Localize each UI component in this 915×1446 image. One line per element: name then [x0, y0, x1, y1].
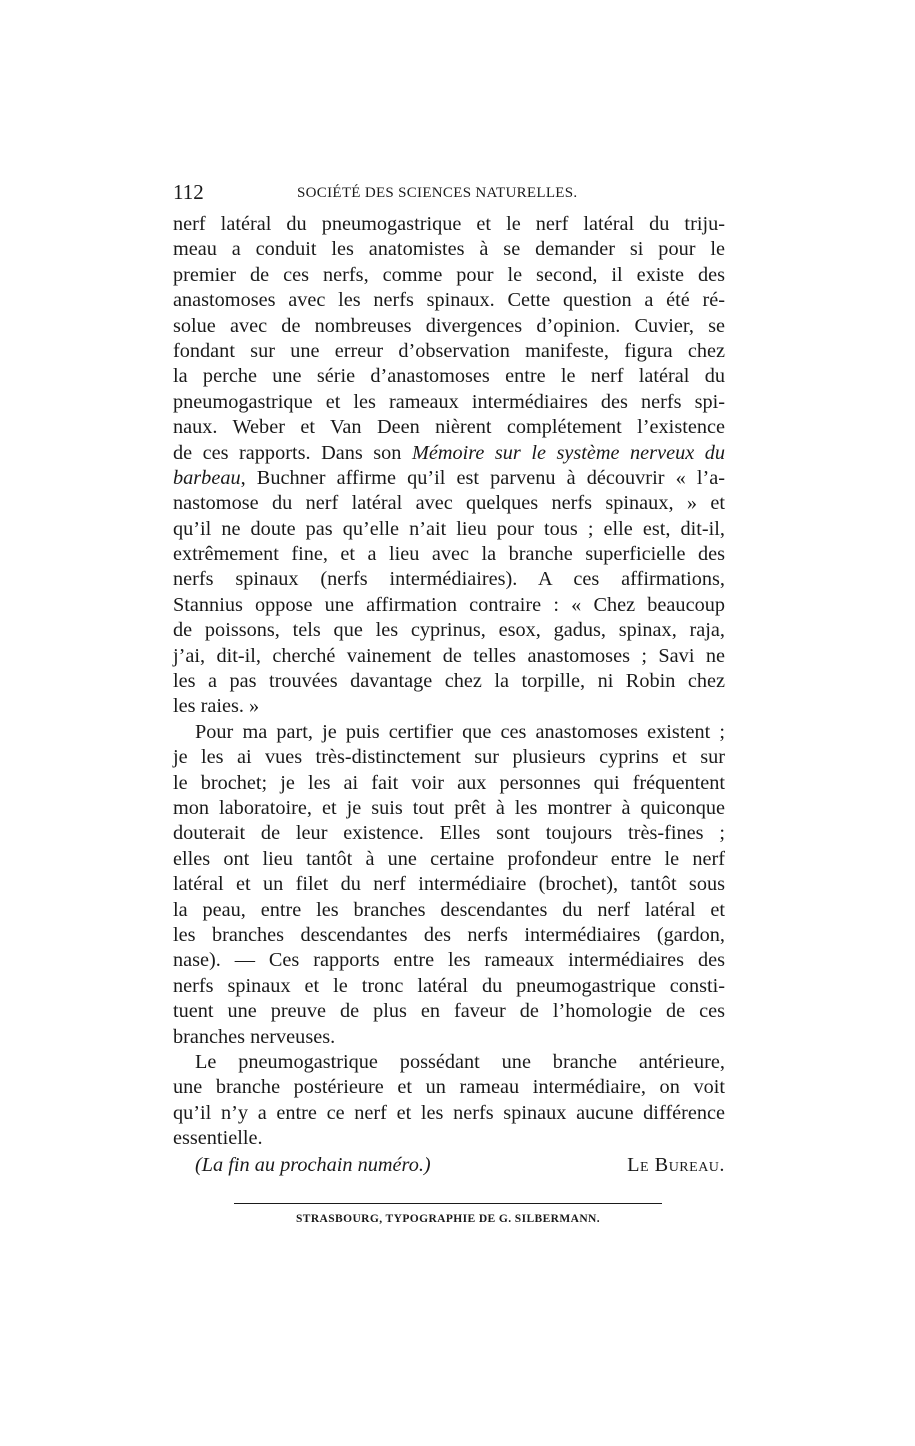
text-line: une branche postérieure et un rameau intermédiaire, on voit [173, 1076, 725, 1099]
text-line: j’ai, dit-il, cherché vainement de telles anastomoses ; Savi ne [173, 644, 725, 667]
signoff [195, 1152, 725, 1178]
text-line: qu’il ne doute pas qu’elle n’ait lieu pour tous ; elle est, dit-il, [173, 517, 725, 540]
text-line: les raies. » [173, 695, 260, 718]
text-line: les branches descendantes des nerfs intermédiaires (gardon, [173, 923, 725, 946]
text-line: la perche une série d’anastomoses entre le nerf latéral du [173, 365, 725, 388]
text-line: Le pneumogastrique possédant une branche antérieure, [195, 1050, 725, 1073]
text-line: nastomose du nerf latéral avec quelques nerfs spinaux, » et [173, 492, 725, 515]
text-line: la peau, entre les branches descendantes du nerf latéral et [173, 898, 725, 921]
footer-rule [234, 1203, 662, 1204]
text-line: de ces rapports. Dans son Mémoire sur le système nerveux du [173, 441, 725, 464]
page-number: 112 [173, 180, 204, 204]
text-line: meau a conduit les anatomistes à se demander si pour le [173, 238, 725, 261]
text-line: nerfs spinaux (nerfs intermédiaires). A ces affirmations, [173, 568, 725, 591]
text-line: nerf latéral du pneumogastrique et le nerf latéral du triju- [173, 213, 725, 235]
text-line: elles ont lieu tantôt à une certaine profondeur entre le nerf [173, 847, 725, 870]
text-line: les a pas trouvées davantage chez la torpille, ni Robin chez [173, 670, 725, 693]
text-line: latéral et un filet du nerf intermédiaire (brochet), tantôt sous [173, 873, 725, 896]
text-line: nase). — Ces rapports entre les rameaux intermédiaires des [173, 949, 725, 972]
text-line: branches nerveuses. [173, 1025, 336, 1048]
running-title: SOCIÉTÉ DES SCIENCES NATURELLES. [297, 185, 578, 201]
text-line: pneumogastrique et les rameaux intermédiaires des nerfs spi- [173, 390, 725, 413]
text-line: premier de ces nerfs, comme pour le second, il existe des [173, 263, 725, 286]
text-line: naux. Weber et Van Deen nièrent complétement l’existence [173, 416, 725, 439]
text-line: nerfs spinaux et le tronc latéral du pneumogastrique consti- [173, 974, 725, 997]
body-text [173, 212, 725, 1151]
text-line: de poissons, tels que les cyprinus, esox, gadus, spinax, raja, [173, 619, 725, 642]
signoff-author: Le Bureau. [627, 1154, 725, 1176]
text-line: qu’il n’y a entre ce nerf et les nerfs spinaux aucune différence [173, 1101, 725, 1124]
text-line: Pour ma part, je puis certifier que ces anastomoses existent ; [195, 720, 725, 743]
paragraph [173, 720, 725, 1050]
text-line: je les ai vues très-distinctement sur plusieurs cyprins et sur [173, 746, 725, 769]
printer-imprint: STRASBOURG, TYPOGRAPHIE DE G. SILBERMANN. [295, 1213, 601, 1225]
text-line: essentielle. [173, 1127, 263, 1150]
paragraph [173, 212, 725, 720]
continuation-note: (La fin au prochain numéro.) [195, 1154, 431, 1176]
running-head [173, 180, 725, 204]
text-line: fondant sur une erreur d’observation manifeste, figura chez [173, 339, 725, 362]
text-line: mon laboratoire, et je suis tout prêt à les montrer à quiconque [173, 796, 725, 819]
text-line: barbeau, Buchner affirme qu’il est parvenu à découvrir « l’a- [173, 466, 725, 489]
text-line: extrêmement fine, et a lieu avec la branche superficielle des [173, 543, 725, 566]
paragraph [173, 1050, 725, 1152]
text-line: douterait de leur existence. Elles sont toujours très-fines ; [173, 822, 725, 845]
text-line: solue avec de nombreuses divergences d’opinion. Cuvier, se [173, 314, 725, 337]
text-line: Stannius oppose une affirmation contraire : « Chez beaucoup [173, 593, 725, 616]
text-line: tuent une preuve de plus en faveur de l’homologie de ces [173, 1000, 725, 1023]
text-line: le brochet; je les ai fait voir aux personnes qui fréquentent [173, 771, 725, 794]
text-line: anastomoses avec les nerfs spinaux. Cette question a été ré- [173, 289, 725, 312]
